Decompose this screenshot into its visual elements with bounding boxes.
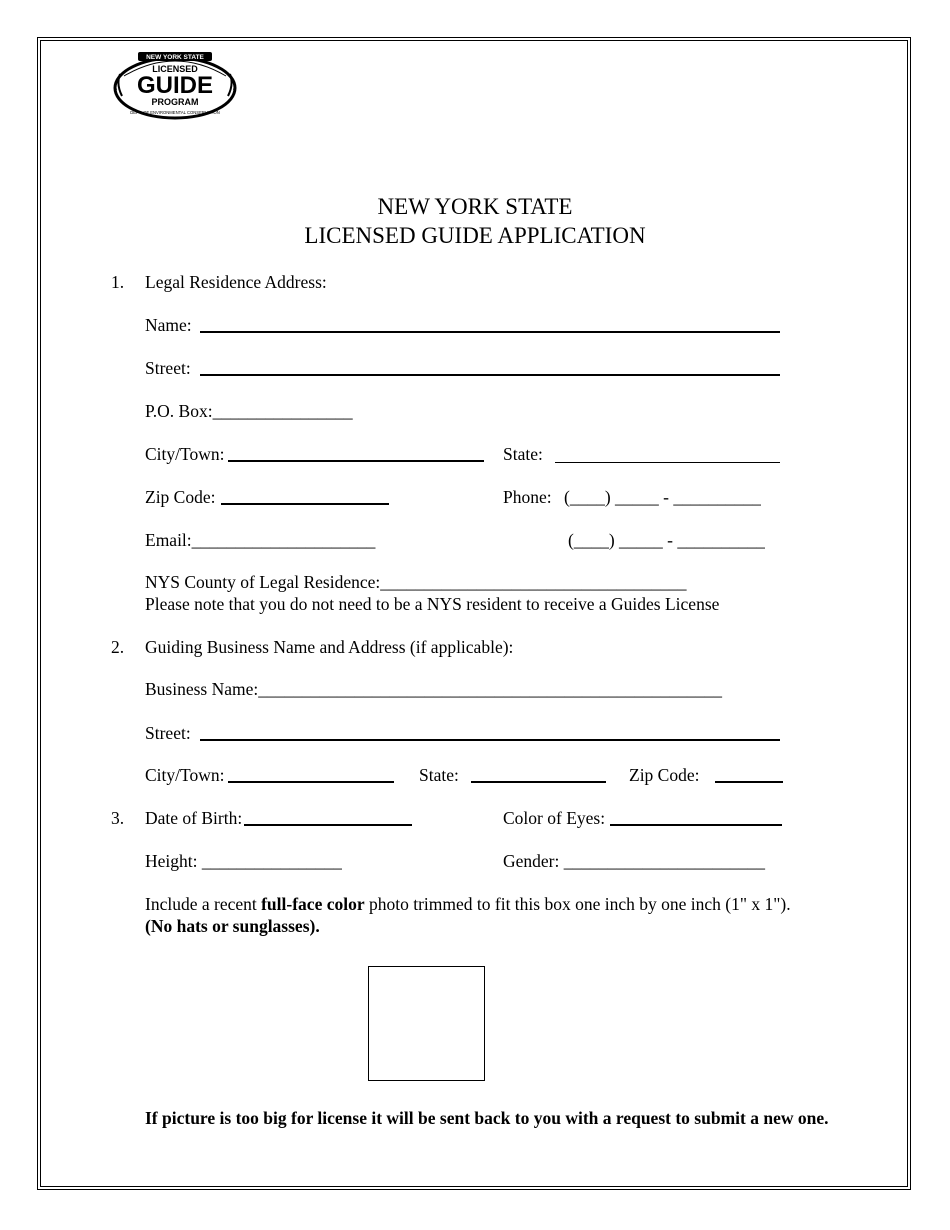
bottom-note: If picture is too big for license it will be sent back to you with a request to submit a new one. [145,1108,829,1128]
photo-instructions-post: photo trimmed to fit this box one inch by one inch (1" x 1"). [364,894,791,914]
photo-box[interactable] [368,966,485,1081]
phone-field[interactable]: (____) _____ - __________ [564,487,761,507]
section2-number: 2. [111,637,125,657]
business-city-field[interactable] [228,781,394,783]
street-field[interactable] [200,374,780,376]
logo-arc-text: DEPT. OF ENVIRONMENTAL CONSERVATION [130,110,220,115]
height-field[interactable]: Height: ________________ [145,851,342,871]
gender-field[interactable]: Gender: _______________________ [503,851,765,871]
zip-field[interactable] [221,503,389,505]
business-name-field[interactable]: Business Name:_____________________________________________________ [145,679,723,699]
eye-color-field[interactable] [610,824,782,826]
phone-label: Phone: [503,487,552,507]
business-state-label: State: [419,765,459,785]
phone2-field[interactable]: (____) _____ - __________ [568,530,765,550]
email-field[interactable]: Email:_____________________ [145,530,376,550]
city-label: City/Town: [145,444,225,464]
logo-top-text: NEW YORK STATE [146,54,204,61]
section1-number: 1. [111,272,125,292]
photo-restrictions: (No hats or sunglasses). [145,916,320,936]
business-street-label: Street: [145,723,191,743]
state-label: State: [503,444,543,464]
business-zip-label: Zip Code: [629,765,700,785]
photo-instructions-bold: full-face color [261,894,365,914]
state-field[interactable] [555,462,780,463]
photo-instructions [145,894,791,915]
dob-field[interactable] [244,824,412,826]
title-line1: NEW YORK STATE [377,194,573,219]
pobox-field[interactable]: P.O. Box:________________ [145,401,353,421]
residency-note: Please note that you do not need to be a NYS resident to receive a Guides License [145,594,720,614]
dob-label: Date of Birth: [145,808,243,828]
logo-line1: LICENSED [152,64,198,74]
street-label: Street: [145,358,191,378]
county-field[interactable]: NYS County of Legal Residence:___________________________________ [145,572,687,592]
name-field[interactable] [200,331,780,333]
business-street-field[interactable] [200,739,780,741]
business-zip-field[interactable] [715,781,783,783]
name-label: Name: [145,315,192,335]
section3-number: 3. [111,808,125,828]
section1-heading: Legal Residence Address: [145,272,327,292]
section2-heading: Guiding Business Name and Address (if applicable): [145,637,514,657]
licensed-guide-program-logo [110,48,240,120]
business-state-field[interactable] [471,781,606,783]
eye-color-label: Color of Eyes: [503,808,606,828]
logo-line2: GUIDE [136,72,214,99]
photo-instructions-pre: Include a recent [145,894,262,914]
business-city-label: City/Town: [145,765,225,785]
city-field[interactable] [228,460,484,462]
logo-line3: PROGRAM [151,97,199,107]
title-line2: LICENSED GUIDE APPLICATION [304,223,646,248]
zip-label: Zip Code: [145,487,216,507]
